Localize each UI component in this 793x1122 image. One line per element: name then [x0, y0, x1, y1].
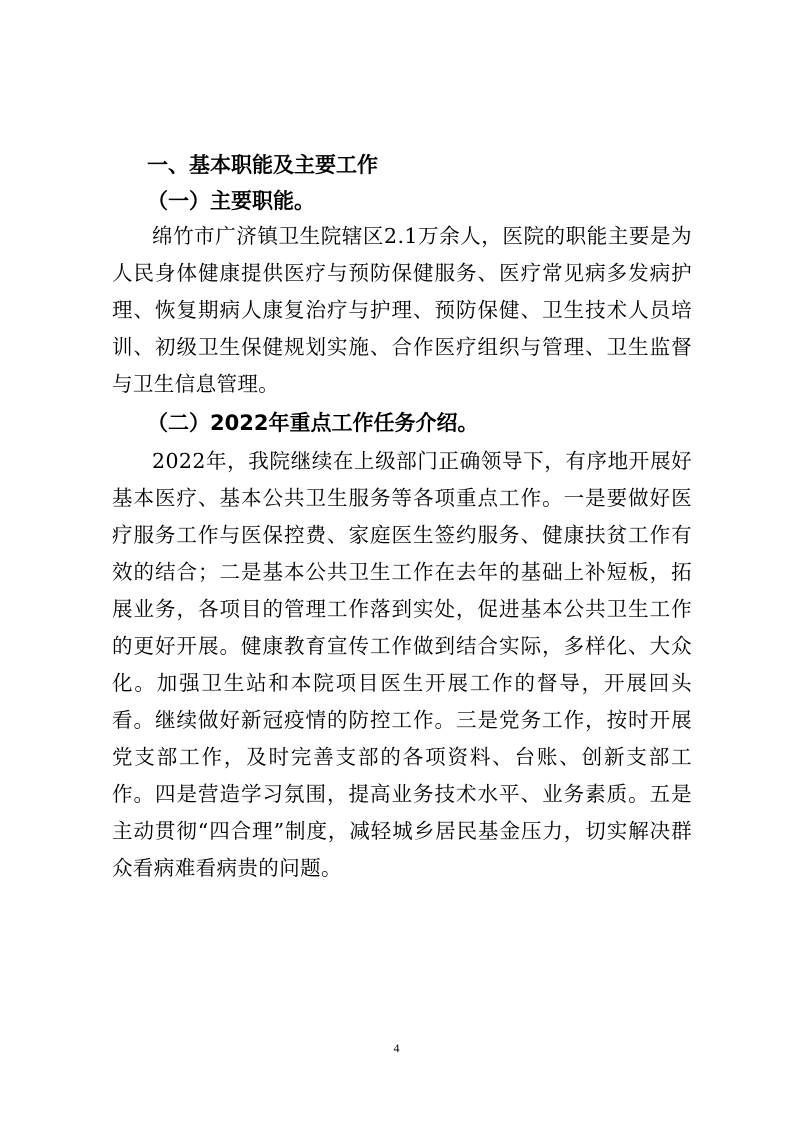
key-tasks-paragraph: 2022年，我院继续在上级部门正确领导下，有序地开展好基本医疗、基本公共卫生服务等各项重点工作。一是要做好医疗服务工作与医保控费、家庭医生签约服务、健康扶贫工作有效的结合；二是基本公共卫生工作在去年的基础上补短板，拓展业务，各项目的管理工作落到实处，促进基本公共卫生工作的更好开展。健康教育宣传工作做到结合实际，多样化、大众化。加强卫生站和本院项目医生开展工作的督导，开展回头看。继续做好新冠疫情的防控工作。三是党务工作，按时开展党支部工作，及时完善支部的各项资料、台账、创新支部工作。四是营造学习氛围，提高业务技术水平、业务素质。五是主动贯彻“四合理”制度，减轻城乡居民基金压力，切实解决群众看病难看病贵的问题。 [112, 449, 692, 880]
section-heading: 一、基本职能及主要工作 [147, 153, 378, 177]
subsection-heading-main-functions: （一）主要职能。 [147, 189, 315, 213]
main-functions-block [112, 218, 692, 403]
key-tasks-block [112, 443, 692, 887]
main-functions-paragraph: 绵竹市广济镇卫生院辖区2.1万余人，医院的职能主要是为人民身体健康提供医疗与预防保健服务、医疗常见病多发病护理、恢复期病人康复治疗与护理、预防保健、卫生技术人员培训、初级卫生保健规划实施、合作医疗组织与管理、卫生监督与卫生信息管理。 [112, 224, 692, 396]
subsection-heading-key-tasks: （二）2022年重点工作任务介绍。 [147, 411, 479, 435]
page-number: 4 [393, 1041, 400, 1055]
